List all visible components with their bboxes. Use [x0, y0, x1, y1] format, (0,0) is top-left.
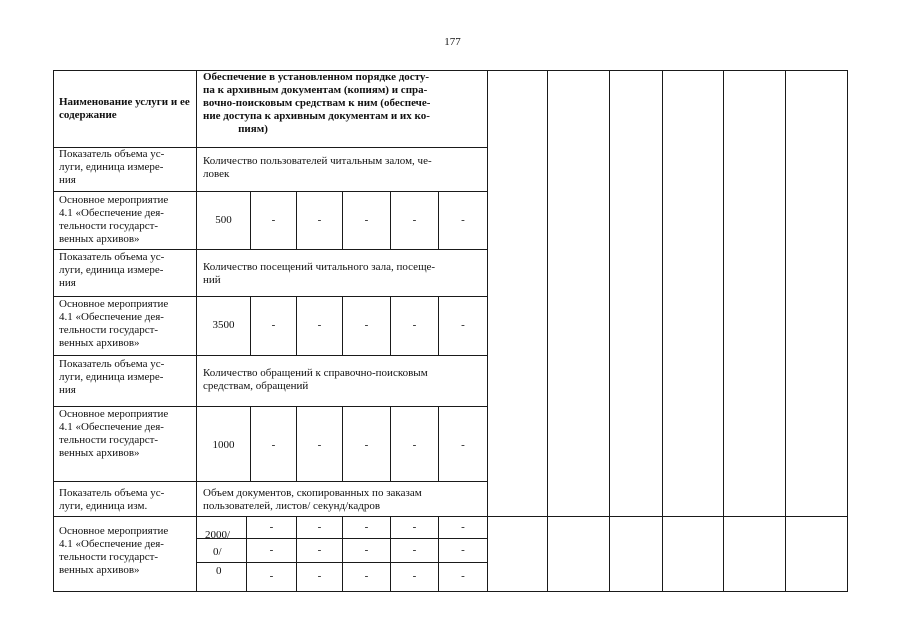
indicator-label: Показатель объема ус- луги, единица измере- ния: [59, 358, 165, 396]
table-border-bottom: [53, 591, 848, 592]
indicator-text: Количество пользователей читальным залом, че- ловек: [203, 155, 432, 180]
dash-cell: -: [317, 439, 322, 451]
dash-cell: -: [269, 544, 274, 556]
header-service-name: Наименование услуги и ее содержание: [59, 96, 190, 121]
value-cell: 3500: [212, 319, 235, 331]
dash-cell: -: [364, 214, 369, 226]
indicator-label: Показатель объема ус- луги, единица измере- ния: [59, 251, 165, 289]
row-divider: [53, 355, 488, 356]
dash-cell: -: [269, 521, 274, 533]
dash-cell: -: [461, 319, 465, 331]
value-cell: 1000: [212, 439, 235, 451]
dash-cell: -: [364, 544, 369, 556]
dash-cell: -: [271, 319, 276, 331]
dash-cell: -: [317, 521, 322, 533]
dash-cell: -: [317, 214, 322, 226]
activity-label: Основное мероприятие 4.1 «Обеспечение дея- тельности государст- венных архивов»: [59, 194, 169, 245]
value-cell: 500: [215, 214, 232, 226]
page-number: 177: [444, 36, 461, 48]
activity-label: Основное мероприятие 4.1 «Обеспечение дея- тельности государст- венных архивов»: [59, 408, 169, 459]
empty-column-divider: [609, 70, 610, 592]
row-divider: [53, 191, 488, 192]
value-subrow: [196, 562, 488, 563]
content-column-divider: [487, 70, 488, 592]
row-divider-full: [53, 516, 848, 517]
dash-cell: -: [412, 439, 417, 451]
empty-column-divider: [662, 70, 663, 592]
indicator-label: Показатель объема ус- луги, единица изм.: [59, 487, 165, 512]
indicator-text: Количество обращений к справочно-поисковым средствам, обращений: [203, 367, 428, 392]
dash-cell: -: [364, 439, 369, 451]
dash-cell: -: [271, 214, 276, 226]
services-table: [53, 70, 848, 592]
dash-cell: -: [364, 319, 369, 331]
dash-cell: -: [412, 214, 417, 226]
table-border-right: [847, 70, 848, 592]
dash-cell: -: [317, 570, 322, 582]
dash-cell: -: [461, 439, 465, 451]
dash-cell: -: [461, 214, 465, 226]
indicator-text: Количество посещений читального зала, посеще- ний: [203, 261, 436, 286]
value-cell: 2000/: [205, 529, 231, 541]
activity-label: Основное мероприятие 4.1 «Обеспечение дея- тельности государст- венных архивов»: [59, 298, 169, 349]
dash-cell: -: [461, 521, 465, 533]
row-divider: [53, 249, 488, 250]
row-divider: [53, 296, 488, 297]
dash-cell: -: [412, 521, 417, 533]
dash-cell: -: [412, 544, 417, 556]
empty-column-divider: [785, 70, 786, 592]
value-cell: 0: [216, 565, 222, 577]
row-divider: [53, 481, 488, 482]
table-border-left: [53, 70, 54, 592]
value-cell: 0/: [213, 546, 222, 558]
activity-label: Основное мероприятие 4.1 «Обеспечение дея- тельности государст- венных архивов»: [59, 525, 169, 576]
row-divider: [53, 406, 488, 407]
dash-cell: -: [461, 544, 465, 556]
empty-column-divider: [547, 70, 548, 592]
indicator-label: Показатель объема ус- луги, единица измере- ния: [59, 148, 165, 186]
empty-column-divider: [723, 70, 724, 592]
dash-cell: -: [364, 570, 369, 582]
dash-cell: -: [317, 544, 322, 556]
dash-cell: -: [461, 570, 465, 582]
header-service-description: Обеспечение в установленном порядке досту- па к архивным документам (копиям) и спра- вочно-поисковым средствам к ним (обеспече- ние доступа к архивным документам и их ко- пиям): [203, 71, 431, 135]
dash-cell: -: [271, 439, 276, 451]
dash-cell: -: [269, 570, 274, 582]
dash-cell: -: [317, 319, 322, 331]
indicator-text: Объем документов, скопированных по заказам пользователей, листов/ секунд/кадров: [203, 487, 422, 512]
dash-cell: -: [412, 319, 417, 331]
dash-cell: -: [412, 570, 417, 582]
dash-cell: -: [364, 521, 369, 533]
